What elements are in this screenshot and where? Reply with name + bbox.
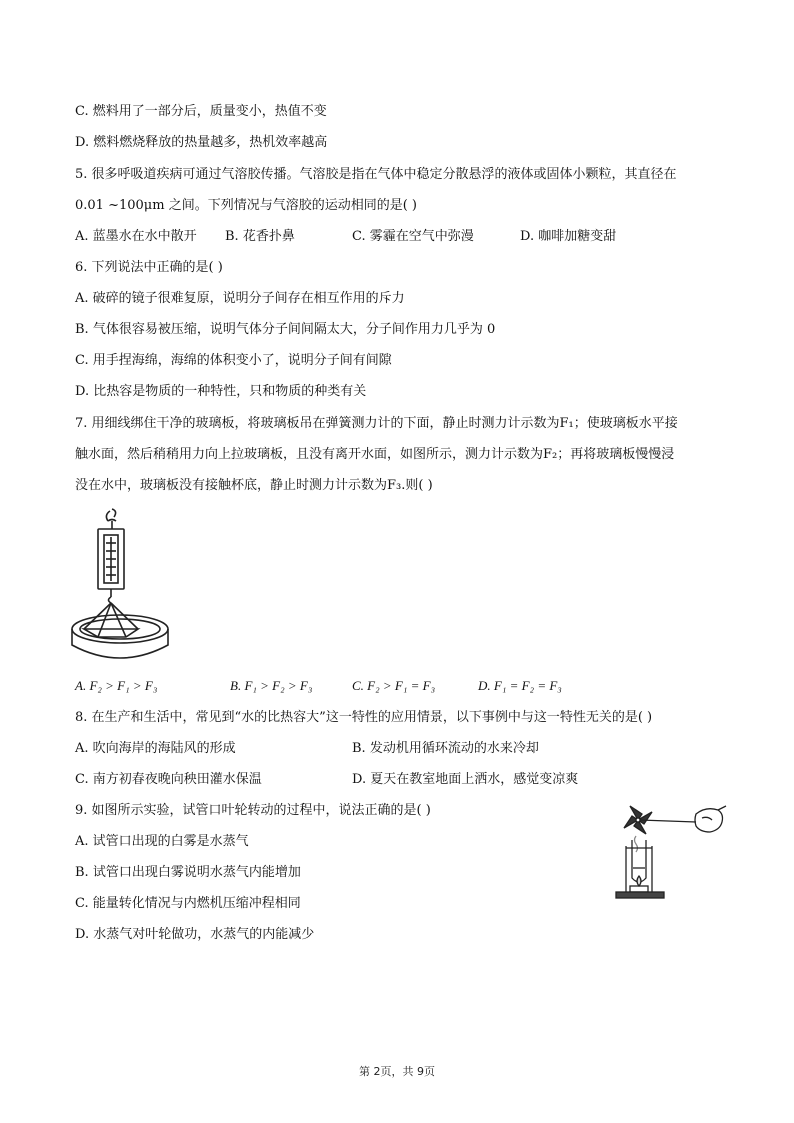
q5-option-b: B. 花香扑鼻 <box>225 229 295 244</box>
q8-option-a: A. 吹向海岸的海陆风的形成 <box>75 741 236 756</box>
q4-option-d: D. 燃料燃烧释放的热量越多，热机效率越高 <box>75 135 328 150</box>
q9-stem: 9. 如图所示实验，试管口叶轮转动的过程中，说法正确的是( ) <box>75 803 431 818</box>
q8-option-d: D. 夏天在教室地面上洒水，感觉变凉爽 <box>352 772 579 787</box>
q5-stem-line1: 5. 很多呼吸道疾病可通过气溶胶传播。气溶胶是指在气体中稳定分散悬浮的液体或固体小颗粒，其直径在 <box>75 167 677 182</box>
q7-option-c: C. F₂ > F₁ = F₃ <box>352 678 436 693</box>
q5-option-c: C. 雾霾在空气中弥漫 <box>352 229 474 244</box>
q6-stem: 6. 下列说法中正确的是( ) <box>75 260 223 275</box>
q5-stem-line2: 0.01 ~100μm 之间。下列情况与气溶胶的运动相同的是( ) <box>75 198 417 213</box>
spring-scale-water-figure <box>68 505 178 665</box>
q8-option-c: C. 南方初春夜晚向秧田灌水保温 <box>75 772 262 787</box>
q7-stem-line3: 没在水中，玻璃板没有接触杯底，静止时测力计示数为F₃.则( ) <box>75 478 433 493</box>
q7-stem-line1: 7. 用细线绑住干净的玻璃板，将玻璃板吊在弹簧测力计的下面，静止时测力计示数为F₁；使玻璃板水平接 <box>75 416 678 431</box>
q9-option-a: A. 试管口出现的白雾是水蒸气 <box>75 834 249 849</box>
q5-option-a: A. 蓝墨水在水中散开 <box>75 229 197 244</box>
q6-option-d: D. 比热容是物质的一种特性，只和物质的种类有关 <box>75 384 367 399</box>
q6-option-c: C. 用手捏海绵，海绵的体积变小了，说明分子间有间隙 <box>75 353 392 368</box>
q7-option-b: B. F₁ > F₂ > F₃ <box>230 678 313 693</box>
q9-option-c: C. 能量转化情况与内燃机压缩冲程相同 <box>75 896 301 911</box>
pinwheel-test-tube-figure <box>608 800 728 902</box>
page-footer: 第 2页，共 9页 <box>359 1065 435 1078</box>
q9-option-d: D. 水蒸气对叶轮做功，水蒸气的内能减少 <box>75 927 315 942</box>
q7-option-d: D. F₁ = F₂ = F₃ <box>478 678 562 693</box>
q8-stem: 8. 在生产和生活中，常见到“水的比热容大”这一特性的应用情景，以下事例中与这一特性无关的是( ) <box>75 710 653 725</box>
q6-option-b: B. 气体很容易被压缩，说明气体分子间间隔太大，分子间作用力几乎为 0 <box>75 322 496 337</box>
q7-option-a: A. F₂ > F₁ > F₃ <box>75 678 158 693</box>
q7-stem-line2: 触水面，然后稍稍用力向上拉玻璃板，且没有离开水面，如图所示，测力计示数为F₂；再将玻璃板慢慢浸 <box>75 447 675 462</box>
q8-option-b: B. 发动机用循环流动的水来冷却 <box>352 741 539 756</box>
q6-option-a: A. 破碎的镜子很难复原，说明分子间存在相互作用的斥力 <box>75 291 405 306</box>
q4-option-c: C. 燃料用了一部分后，质量变小，热值不变 <box>75 104 327 119</box>
q9-option-b: B. 试管口出现白雾说明水蒸气内能增加 <box>75 865 301 880</box>
q5-option-d: D. 咖啡加糖变甜 <box>520 229 617 244</box>
